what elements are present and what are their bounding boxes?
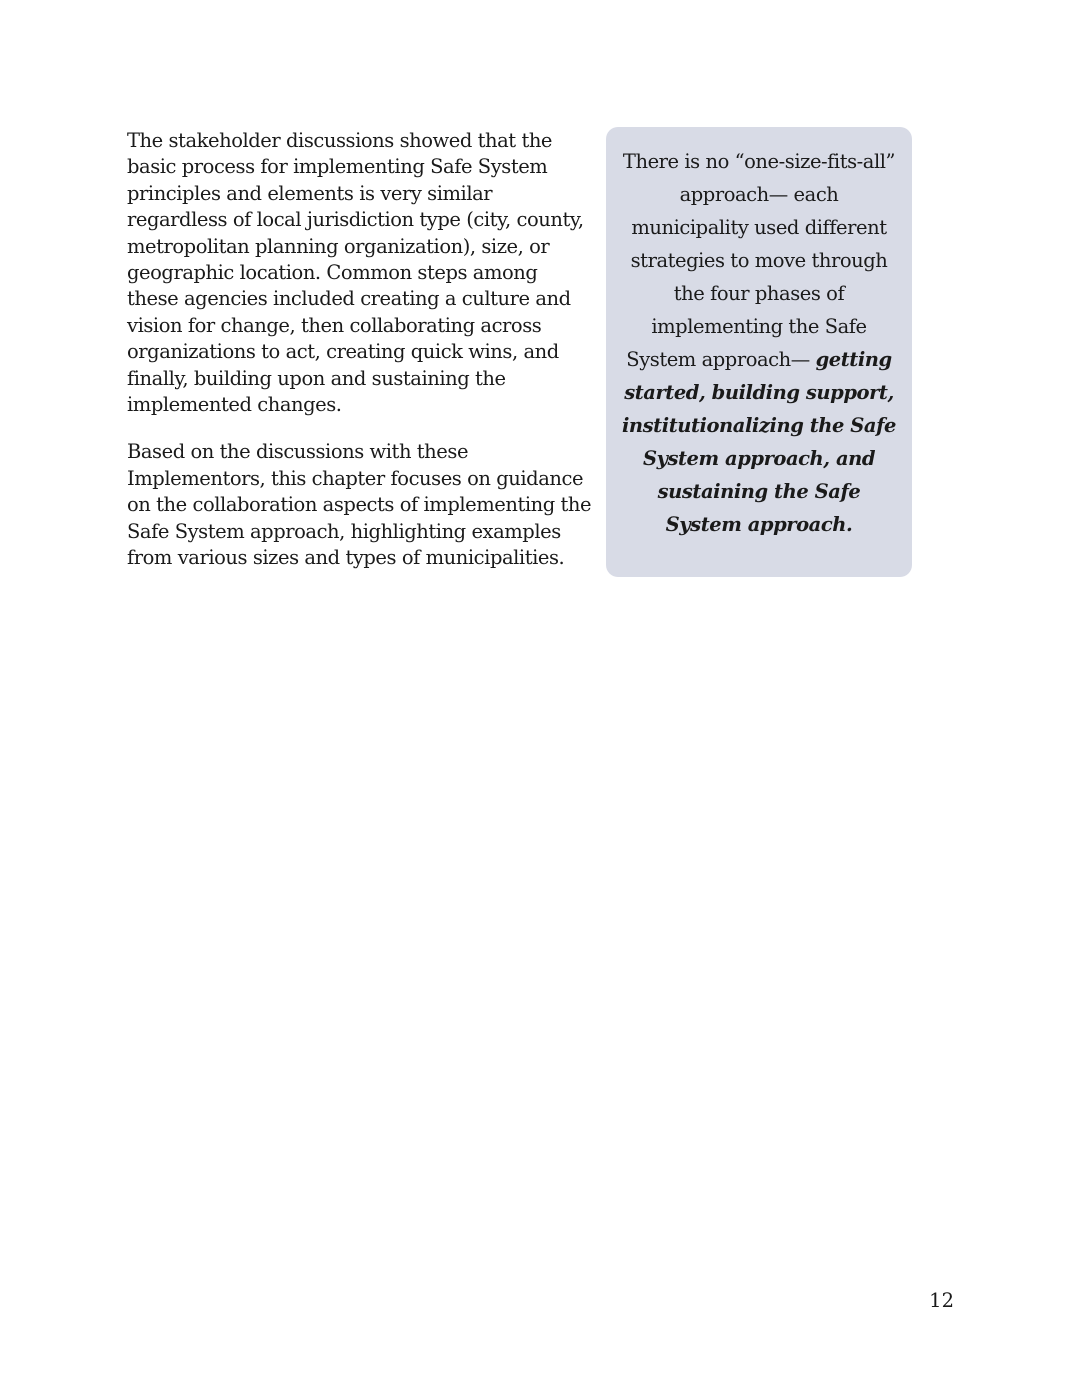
callout-intro-text: There is no “one-size-fits-all” approach— each municipality used different strategies to move through the four phases of implementing the Safe System approach—	[622, 150, 896, 371]
callout-emphasis-text: getting started, building support, institutionalizing the Safe System approach, and sustaining the Safe System approach.	[621, 348, 897, 536]
paragraph-1: The stakeholder discussions showed that the basic process for implementing Safe System principles and elements is very similar regardless of local jurisdiction type (city, county, metropolitan planning organization), size, or geographic location. Common steps among these agencies included creating a culture and vision for change, then collaborating across organizations to act, creating quick wins, and finally, building upon and sustaining the implemented changes.	[127, 129, 584, 417]
body-text	[127, 128, 593, 593]
callout-box	[606, 127, 912, 577]
page-number: 12	[929, 1289, 954, 1312]
paragraph-2: Based on the discussions with these Implementors, this chapter focuses on guidance on the collaboration aspects of implementing the Safe System approach, highlighting examples from various sizes and types of municipalities.	[127, 440, 592, 570]
